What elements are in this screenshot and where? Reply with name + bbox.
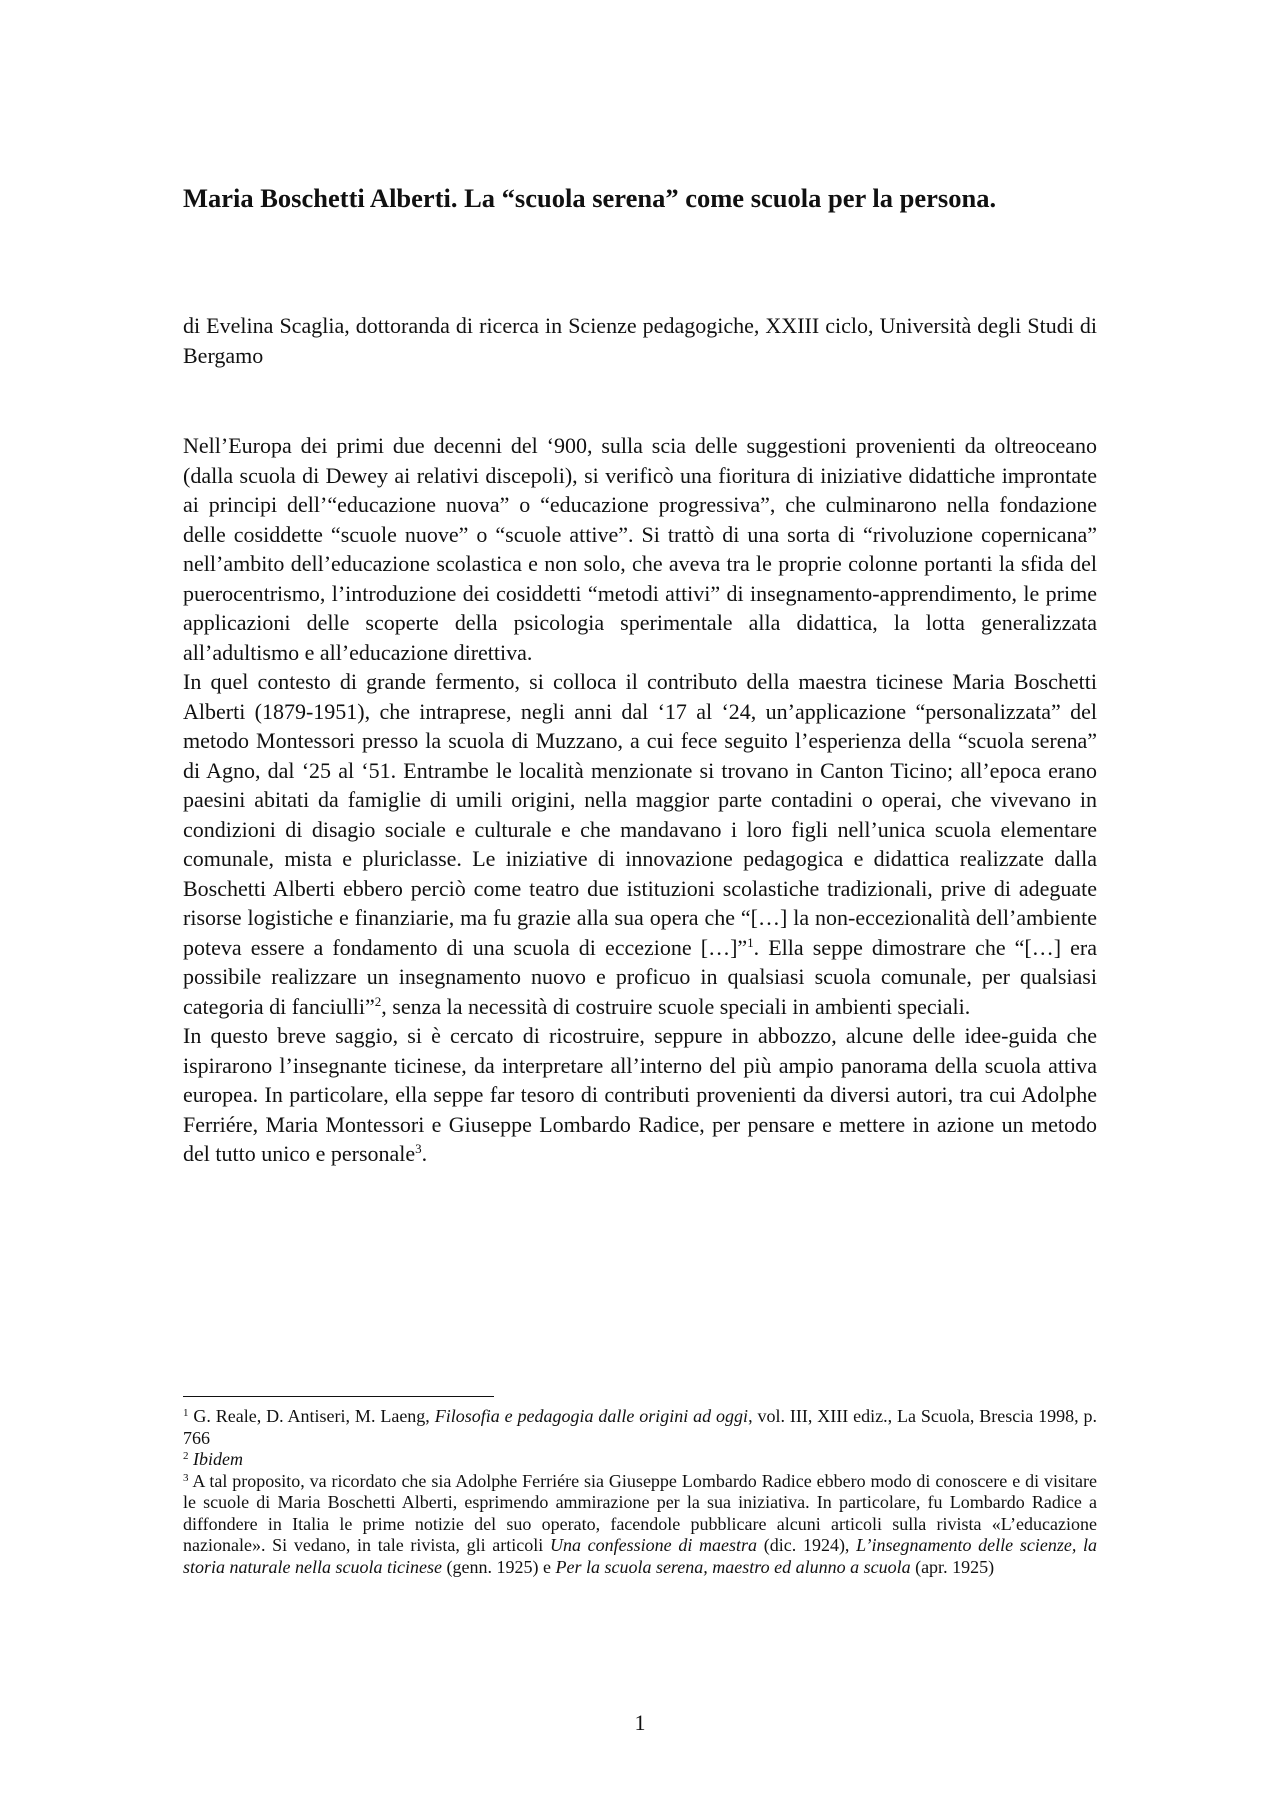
footnote-3-text-b: (dic. 1924), [757,1535,857,1555]
footnote-3-text-c: (genn. 1925) e [441,1556,556,1577]
footnote-3-number: 3 [183,1471,189,1484]
footnote-2-text: Ibidem [193,1449,243,1469]
footnote-ref-3[interactable]: 3 [415,1141,422,1156]
footnotes [183,1406,1097,1578]
footnote-3-article-2: L’insegnamento delle scienze, la storia naturale nella scuola ticinese [183,1535,1098,1577]
footnote-2-number: 2 [183,1450,189,1462]
paragraph-2-text-c: , senza la necessità di costruire scuole speciali in ambienti speciali. [381,993,971,1019]
paragraph-2-text-a: In quel contesto di grande fermento, si colloca il contributo della maestra ticinese Maria Boschetti Alberti (1879-1951), che intraprese, negli anni dal ‘17 al ‘24, un’applicazione “personalizzata” del metodo Montessori presso la scuola di Muzzano, a cui fece seguito l’esperienza della “scuola serena” di Agno, dal ‘25 al ‘51. Entrambe le località menzionate si trovano in Canton Ticino; all’epoca erano paesini abitati da famiglie di umili origini, nella maggior parte contadini o operai, che vivevano in condizioni di disagio sociale e culturale e che mandavano i loro figli nell’unica scuola elementare comunale, mista e pluriclasse. Le iniziative di innovazione pedagogica e didattica realizzate dalla Boschetti Alberti ebbero perciò come teatro due istituzioni scolastiche tradizionali, prive di adeguate risorse logistiche e finanziarie, ma fu grazie alla sua opera che “[…] la non-eccezionalità dell’ambiente poteva essere a fondamento di una scuola di eccezione […]” [183,669,1097,960]
author-line: di Evelina Scaglia, dottoranda di ricerca in Scienze pedagogiche, XXIII ciclo, Università degli Studi di Bergamo [183,313,1097,368]
paragraph-2 [183,667,1097,1021]
footnote-3-article-1: Una confessione di maestra [549,1535,758,1555]
paragraph-1-text: Nell’Europa dei primi due decenni del ‘900, sulla scia delle suggestioni provenienti da oltreoceano (dalla scuola di Dewey ai relativi discepoli), si verificò una fioritura di iniziative didattiche improntate ai principi dell’“educazione nuova” o “educazione progressiva”, che culminarono nella fondazione delle cosiddette “scuole nuove” o “scuole attive”. Si trattò di una sorta di “rivoluzione copernicana” nell’ambito dell’educazione scolastica e non solo, che aveva tra le proprie colonne portanti la sfida del puerocentrismo, l’introduzione dei cosiddetti “metodi attivi” di insegnamento-apprendimento, le prime applicazioni delle scoperte della psicologia sperimentale alla didattica, la lotta generalizzata all’adultismo e all’educazione direttiva. [183,433,1097,665]
paragraph-3 [183,1021,1097,1169]
page-number: 1 [634,1710,646,1735]
article-title: Maria Boschetti Alberti. La “scuola serena” come scuola per la persona. [183,183,997,213]
footnote-separator [183,1396,494,1397]
footnote-1 [183,1406,1097,1449]
footnote-2 [183,1449,1097,1471]
footnote-1-book-title: Filosofia e pedagogia dalle origini ad oggi [434,1406,749,1426]
document-page [183,0,1097,1811]
paragraph-1 [183,431,1097,667]
footnote-1-text-b: , vol. III, XIII ediz., La Scuola, Brescia 1998, p. 766 [183,1406,1097,1448]
footnote-ref-1[interactable]: 1 [747,934,754,950]
paragraph-2-text-b: . Ella seppe dimostrare che “[…] era possibile realizzare un insegnamento nuovo e proficuo in qualsiasi scuola comunale, per qualsiasi categoria di fanciulli” [183,934,1097,1019]
footnote-3-text-a: A tal proposito, va ricordato che sia Adolphe Ferriére sia Giuseppe Lombardo Radice ebbero modo di conoscere e di visitare le scuole di Maria Boschetti Alberti, esprimendo ammirazione per la sua iniziativa. In particolare, fu Lombardo Radice a diffondere in Italia le prime notizie del suo operato, facendole pubblicare alcuni articoli sulla rivista «L’educazione nazionale». Si vedano, in tale rivista, gli articoli [183,1470,1097,1555]
footnote-3-text-d: (apr. 1925) [910,1556,995,1577]
footnote-3-article-3: Per la scuola serena, maestro ed alunno a scuola [555,1556,911,1577]
paragraph-3-text-b: . [421,1141,428,1166]
footnote-ref-2[interactable]: 2 [374,993,382,1009]
footnote-1-number: 1 [183,1407,189,1419]
footnote-3 [183,1471,1097,1579]
footnote-1-text-a: G. Reale, D. Antiseri, M. Laeng, [188,1406,435,1426]
paragraph-3-text-a: In questo breve saggio, si è cercato di ricostruire, seppure in abbozzo, alcune delle idee-guida che ispirarono l’insegnante ticinese, da interpretare all’interno del più ampio panorama della scuola attiva europea. In particolare, ella seppe far tesoro di contributi provenienti da diversi autori, tra cui Adolphe Ferriére, Maria Montessori e Giuseppe Lombardo Radice, per pensare e mettere in azione un metodo del tutto unico e personale [183,1023,1097,1166]
article-body [183,431,1097,1169]
